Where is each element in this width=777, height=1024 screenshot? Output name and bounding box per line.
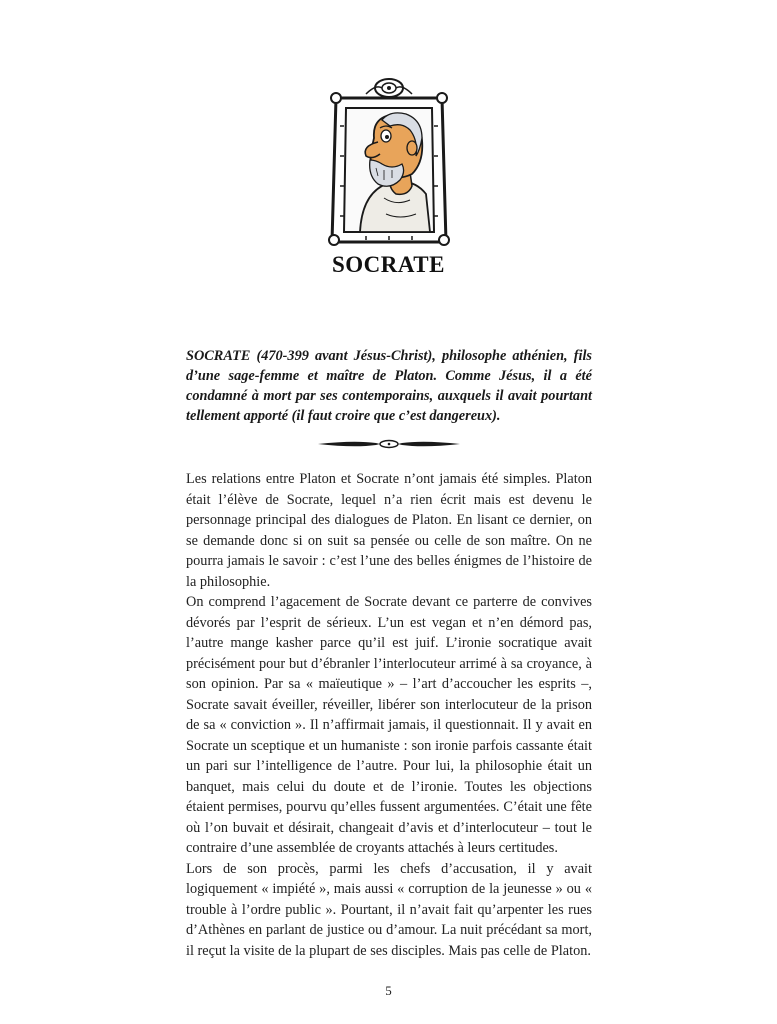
intro-paragraph: SOCRATE (470-399 avant Jésus-Christ), philosophe athénien, fils d’une sage-femme et maître de Platon. Comme Jésus, il a été condamné à mort par ses contemporains, auxquels il avait pourtant tellement apporté (il faut croire que c’est dangereux). xyxy=(186,348,592,424)
body-paragraph: Lors de son procès, parmi les chefs d’accusation, il y avait logiquement « impiété », mais aussi « corruption de la jeunesse » ou « trouble à l’ordre public ». Pourtant, il n’avait fait qu’arpenter les rues d’Athènes en parlant de justice ou d’amour. La nuit précédant sa mort, il reçut la visite de la plupart de ses disciples. Mais pas celle de Platon. xyxy=(186,860,592,959)
socrates-portrait-image xyxy=(326,76,452,246)
page-number: 5 xyxy=(385,983,392,998)
page-title: SOCRATE xyxy=(332,252,445,277)
body-text xyxy=(186,469,592,961)
ornamental-divider-icon xyxy=(318,437,460,451)
body-paragraph: On comprend l’agacement de Socrate devant ce parterre de convives dévorés par l’esprit de sérieux. L’un est vegan et n’en démord pas, l’autre mange kasher parce qu’il est juif. L’ironie socratique avait précisément pour but d’ébranler l’interlocuteur arrimé à sa croyance, à son opinion. Par sa « maïeutique » – l’art d’accoucher les esprits –, Socrate savait éveiller, réveiller, libérer son interlocuteur de la prison de sa « conviction ». Il n’affirmait jamais, il questionnait. Il y avait en Socrate un sceptique et un humaniste : son ironie parfois cassante était un pari sur l’intelligence de l’autre. Pour lui, la philosophie était un banquet, mais celui du doute et de l’ironie. Toutes les objections étaient permises, pourvu qu’elles fussent argumentées. C’était une fête où l’on buvait et désirait, changeait d’avis et d’interlocuteur – tout le contraire d’une assemblée de croyants attachés à leurs certitudes. xyxy=(186,594,592,856)
body-paragraph: Les relations entre Platon et Socrate n’ont jamais été simples. Platon était l’élève de Socrate, lequel n’a rien écrit mais est devenu le personnage principal des dialogues de Platon. En lisant ce dernier, on se demande donc si on suit sa pensée ou celle de son maître. On ne pourra jamais le savoir : c’est l’une des belles énigmes de l’histoire de la philosophie. xyxy=(186,471,592,590)
